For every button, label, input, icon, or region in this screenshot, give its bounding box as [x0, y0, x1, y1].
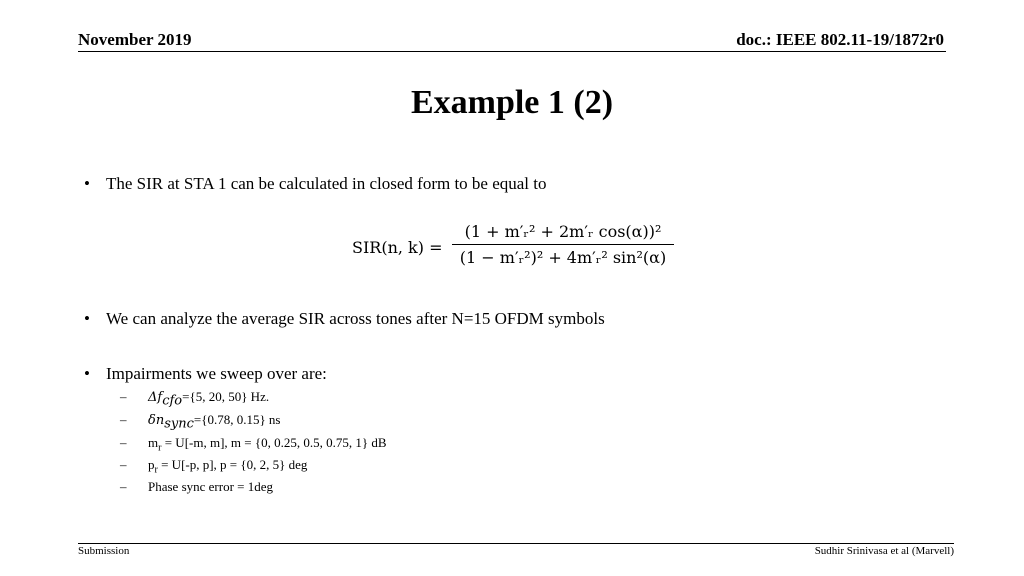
phase-values: = U[-p, p], p = {0, 2, 5} deg — [157, 457, 308, 472]
magnitude-values: = U[-m, m], m = {0, 0.25, 0.5, 0.75, 1} dB — [161, 435, 387, 450]
cfo-values: ={5, 20, 50} Hz. — [182, 389, 270, 404]
header-divider — [78, 51, 946, 52]
bullet-dot: • — [84, 309, 90, 328]
bullet-text: Impairments we sweep over are: — [106, 364, 327, 383]
formula-numerator: (1 + m′ᵣ² + 2m′ᵣ cos(α))² — [464, 222, 662, 241]
formula-fraction — [452, 222, 674, 267]
header-doc-id: doc.: IEEE 802.11-19/1872r0 — [736, 30, 944, 49]
phase-subscript: r — [154, 464, 158, 476]
dash-marker: – — [120, 457, 127, 472]
magnitude-symbol: m — [148, 435, 159, 450]
bullet-text: We can analyze the average SIR across tones after N=15 OFDM symbols — [106, 309, 605, 328]
cfo-subscript: cfo — [162, 393, 183, 409]
sync-subscript: sync — [164, 416, 194, 432]
dash-marker: – — [120, 479, 127, 494]
slide-title: Example 1 (2) — [410, 84, 614, 121]
bullet-sir-closed-form — [84, 174, 547, 194]
bullet-dot: • — [84, 174, 90, 193]
bullet-impairments — [84, 364, 327, 384]
fraction-bar — [452, 244, 674, 245]
footer-submission: Submission — [78, 545, 130, 557]
formula-lhs: SIR(n, k) = — [352, 238, 443, 257]
subitem-sync — [120, 412, 281, 432]
subitem-cfo — [120, 389, 269, 409]
subitem-magnitude — [120, 435, 387, 454]
magnitude-subscript: r — [158, 442, 162, 454]
dash-marker: – — [120, 389, 127, 404]
sync-values: ={0.78, 0.15} ns — [193, 412, 281, 427]
subitem-phase-sync-error — [120, 479, 273, 495]
bullet-dot: • — [84, 364, 90, 383]
bullet-text: The SIR at STA 1 can be calculated in closed form to be equal to — [106, 174, 547, 193]
sync-symbol: δn — [148, 413, 165, 428]
phase-symbol: p — [148, 457, 155, 472]
bullet-average-sir — [84, 309, 605, 329]
formula-denominator: (1 − m′ᵣ²)² + 4m′ᵣ² sin²(α) — [459, 248, 667, 267]
subitem-phase — [120, 457, 307, 476]
dash-marker: – — [120, 412, 127, 427]
header-date: November 2019 — [78, 30, 192, 49]
footer-divider — [78, 543, 954, 544]
cfo-symbol: Δf — [148, 390, 163, 405]
footer-authors: Sudhir Srinivasa et al (Marvell) — [814, 545, 954, 557]
dash-marker: – — [120, 435, 127, 450]
phase-sync-error-text: Phase sync error = 1deg — [148, 479, 274, 494]
